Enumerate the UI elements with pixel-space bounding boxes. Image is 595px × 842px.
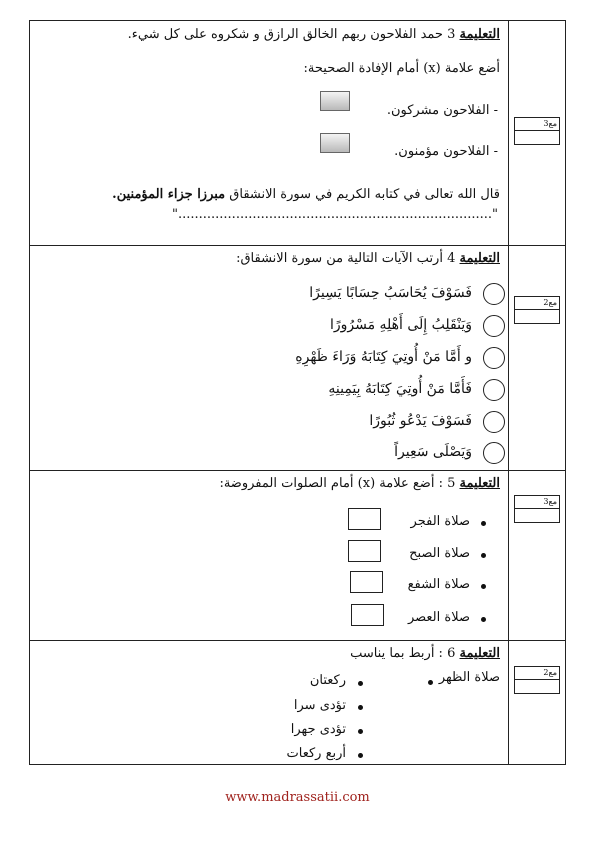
verse-line: وَيَصْلَى سَعِيراً <box>394 444 472 460</box>
order-circle[interactable] <box>483 379 505 401</box>
match-option: تؤدى جهرا <box>290 722 346 737</box>
verse-line: و أَمَّا مَنْ أُوتِيَ كِتَابَهُ وَرَاءَ ظَهْرِهِ <box>295 349 472 365</box>
bullet <box>481 584 486 589</box>
prayer-asr: صلاة العصر <box>407 610 470 625</box>
score-label: مع2 <box>515 297 559 310</box>
bullet <box>481 617 486 622</box>
title-keyword: التعليمة <box>459 646 500 661</box>
verse-line: فَسَوْفَ يُحَاسَبُ حِسَابًا يَسِيرًا <box>309 285 472 301</box>
verse-line: فَسَوْفَ يَدْعُو ثُبُورًا <box>369 413 472 429</box>
match-dot[interactable] <box>428 680 433 685</box>
section-4 <box>30 245 508 470</box>
quote-text: قال الله تعالى في كتابه الكريم في سورة الانشقاق <box>229 187 500 202</box>
score-label: مع2 <box>515 667 559 680</box>
title-text: أرتب الآيات التالية من سورة الانشقاق: <box>236 251 443 266</box>
order-circle[interactable] <box>483 442 505 464</box>
prayer-asr-box[interactable] <box>351 604 384 626</box>
instruction-text: أضع علامة (x) أمام الإفادة الصحيحة: <box>303 61 500 76</box>
section-6 <box>30 640 508 766</box>
title-number: 3 <box>447 27 456 42</box>
exam-frame <box>29 20 566 765</box>
score-column-divider <box>508 21 509 764</box>
section-3 <box>30 21 508 245</box>
match-option: أربع ركعات <box>286 746 346 761</box>
match-dot[interactable] <box>358 729 363 734</box>
match-option: تؤدى سرا <box>293 698 346 713</box>
section-6-title <box>350 646 500 661</box>
answer-dotted-line[interactable]: "............................................................................" <box>171 207 498 222</box>
prayer-shafaa: صلاة الشفع <box>407 577 470 592</box>
match-dot[interactable] <box>358 753 363 758</box>
title-keyword: التعليمة <box>459 27 500 42</box>
footer-website[interactable]: www.madrassatii.com <box>225 790 370 805</box>
prayer-fajr-box[interactable] <box>348 508 381 530</box>
order-circle[interactable] <box>483 411 505 433</box>
match-dot[interactable] <box>358 681 363 686</box>
option-believers: - الفلاحون مؤمنون. <box>394 144 498 159</box>
order-circle[interactable] <box>483 283 505 305</box>
title-text: : أربط بما يناسب <box>350 646 443 661</box>
title-keyword: التعليمة <box>459 476 500 491</box>
section-5 <box>30 470 508 640</box>
title-text: حمد الفلاحون ربهم الخالق الرازق و شكروه على كل شيء. <box>127 27 443 42</box>
title-text: : أضع علامة (x) أمام الصلوات المفروضة: <box>219 476 443 491</box>
prayer-subh-box[interactable] <box>348 540 381 562</box>
order-circle[interactable] <box>483 315 505 337</box>
option-polytheists-checkbox[interactable] <box>320 91 350 111</box>
verse-line: وَيَنْقَلِبُ إِلَى أَهْلِهِ مَسْرُورًا <box>329 317 472 333</box>
title-number: 5 <box>447 476 456 491</box>
bullet <box>481 553 486 558</box>
quote-line <box>112 187 500 202</box>
title-number: 6 <box>447 646 456 661</box>
score-label: مع3 <box>515 118 559 131</box>
prayer-fajr: صلاة الفجر <box>410 514 470 529</box>
score-box[interactable] <box>514 495 560 523</box>
section-5-title <box>219 476 500 491</box>
order-circle[interactable] <box>483 347 505 369</box>
score-box[interactable] <box>514 296 560 324</box>
bullet <box>481 521 486 526</box>
match-dot[interactable] <box>358 705 363 710</box>
title-keyword: التعليمة <box>459 251 500 266</box>
quote-bold-text: مبرزا جزاء المؤمنين. <box>112 187 226 202</box>
section-3-title <box>128 27 500 42</box>
option-polytheists: - الفلاحون مشركون. <box>386 103 498 118</box>
prayer-shafaa-box[interactable] <box>350 571 383 593</box>
score-box[interactable] <box>514 117 560 145</box>
verse-line: فَأَمَّا مَنْ أُوتِيَ كِتَابَهُ بِيَمِينِهِ <box>328 381 472 397</box>
score-label: مع3 <box>515 496 559 509</box>
match-item-dhuhr: صلاة الظهر <box>438 670 500 685</box>
section-4-title <box>236 251 500 266</box>
option-believers-checkbox[interactable] <box>320 133 350 153</box>
score-box[interactable] <box>514 666 560 694</box>
match-option: ركعتان <box>309 673 346 688</box>
prayer-subh: صلاة الصبح <box>409 546 470 561</box>
title-number: 4 <box>447 251 456 266</box>
